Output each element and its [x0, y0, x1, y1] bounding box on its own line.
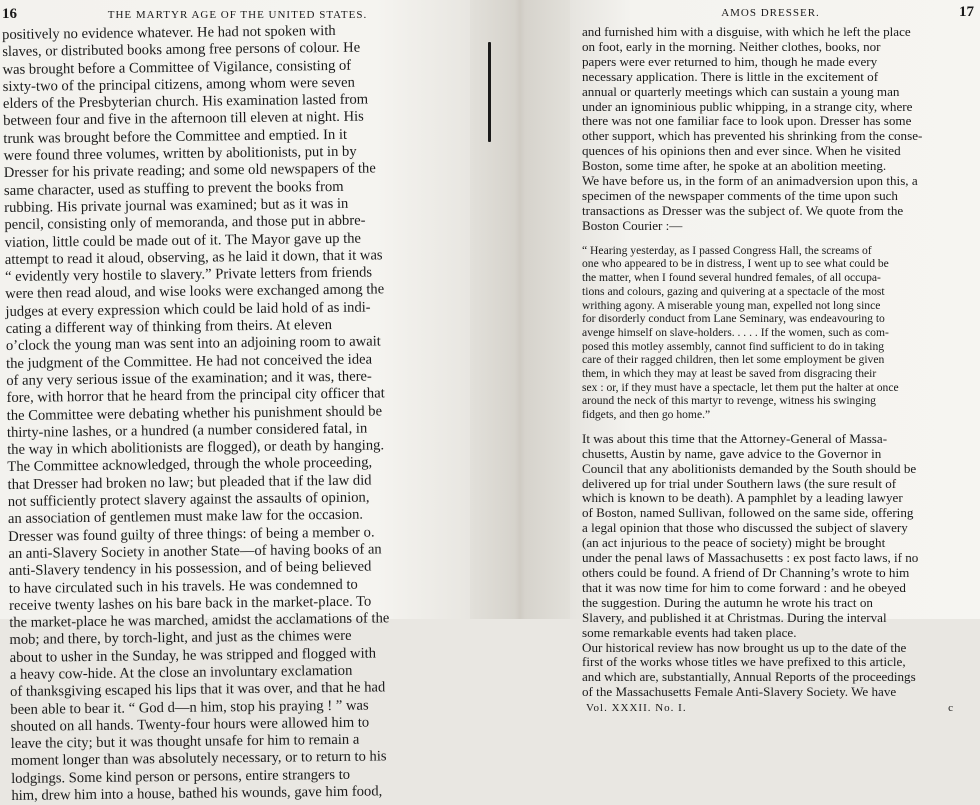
text-line: attempt to read it aloud, observing, as he laid it down, that it was	[4, 247, 383, 268]
text-line: Dresser was found guilty of three things: of being a member o.	[8, 524, 375, 545]
text-line: leave the city; but it was thought unsafe for him to remain a	[10, 731, 360, 753]
text-line: the matter, when I found several hundred females, of all occupa-	[582, 271, 881, 285]
text-line: same character, used as stuffing to prevent the books from	[3, 178, 344, 199]
text-line: others could be found. A friend of Dr Channing’s wrote to him	[582, 564, 910, 580]
text-line: elders of the Presbyterian church. His examination lasted from	[2, 91, 369, 113]
text-line: them, in which they may at least be saved from disgracing their	[582, 367, 877, 381]
text-line: writhing agony. A miserable young man, expelled not long since	[582, 298, 881, 312]
text-line: around the neck of this martyr to revenge, witness his swinging	[582, 394, 876, 408]
text-line: of Boston, named Sullivan, followed on the same side, offering	[582, 505, 914, 521]
text-line: to have circulated such in his travels. He was condemned to	[8, 576, 358, 597]
text-line: on foot, early in the morning. Neither clothes, books, nor	[582, 38, 881, 54]
text-line: transactions as Dresser was the subject of. We quote from the	[582, 202, 904, 218]
text-line: that Dresser had broken no law; but pleaded that if the law did	[7, 472, 372, 493]
text-line: the way in which abolitionists are flogged), or death by hanging.	[7, 437, 385, 459]
text-line: positively no evidence whatever. He had not spoken with	[2, 22, 336, 43]
text-line: Council that any abolitionists demanded by the South should be	[582, 460, 917, 476]
page-footer	[582, 702, 974, 714]
text-line: was brought before a Committee of Vigilance, consisting of	[2, 57, 352, 78]
text-line: delivered up for trial under Southern laws (the sure result of	[582, 475, 897, 491]
text-line: (an act injurious to the peace of society) might be brought	[582, 535, 886, 551]
text-line: shouted on all hands. Twenty-four hours were allowed him to	[10, 714, 370, 735]
text-line: a heavy cow-hide. At the close an involuntary exclamation	[9, 662, 353, 683]
text-line: him, drew him into a house, bathed his wounds, gave him food,	[11, 783, 383, 805]
left-running-head	[2, 6, 458, 23]
text-line: o’clock the young man was sent into an adjoining room to await	[5, 333, 381, 355]
text-line: first of the works whose titles we have prefixed to this article,	[582, 654, 906, 670]
text-line: rubbing. His private journal was examined; but as it was in	[4, 195, 349, 216]
text-line: moment longer than was absolutely necessary, or to return to his	[10, 748, 387, 770]
text-line: fore, with horror that he heard from the principal city officer that	[6, 385, 385, 407]
text-line: thirty-nine lashes, or a hundred (a number considered fatal, in	[6, 420, 368, 441]
text-line: slaves, or distributed books among free persons of colour. He	[2, 39, 361, 61]
text-line: anti-Slavery tendency in his possession, and of being believed	[8, 558, 372, 580]
text-line: “ Hearing yesterday, as I passed Congress Hall, the screams of	[582, 243, 872, 257]
text-line: viation, little could be made out of it. The Mayor gave up the	[4, 230, 362, 251]
text-line: lodgings. Some kind person or persons, entire strangers to	[11, 766, 351, 787]
text-line: trunk was brought before the Committee and emptied. In it	[3, 126, 348, 147]
text-line: that it was now time for him to come forward : and he obeyed	[582, 579, 906, 595]
gutter-ink-mark	[488, 42, 491, 142]
text-line: annual or quarterly meetings which can sustain a young man	[582, 83, 900, 99]
gathering-signature: c	[948, 702, 954, 715]
text-line: between four and five in the afternoon till eleven at night. His	[3, 109, 364, 130]
text-line: for disorderly conduct from Lane Seminary, was endeavouring to	[582, 312, 885, 326]
text-line: the Committee were debating whether his punishment should be	[6, 402, 383, 424]
text-line: necessary application. There is little in the excitement of	[582, 68, 879, 84]
text-line: specimen of the newspaper comments of the time upon such	[582, 187, 898, 203]
book-gutter	[470, 0, 570, 619]
text-line: not sufficiently protect slavery against the assaults of opinion,	[7, 489, 370, 510]
right-running-head	[582, 4, 974, 21]
text-line: one who appeared to be in distress, I went up to see what could be	[582, 257, 889, 271]
text-line: there was not one familiar face to look upon. Dresser has some	[582, 113, 912, 129]
right-paragraph-1	[582, 25, 974, 234]
text-line: of the Massachusetts Female Anti-Slavery Society. We have	[582, 684, 897, 700]
text-line: which is known to be death). A pamphlet by a leading lawyer	[582, 490, 903, 506]
text-line: the judgment of the Committee. He had not conceived the idea	[6, 351, 373, 372]
text-line: pencil, consisting only of memoranda, and those put in abbre-	[4, 212, 366, 234]
text-line: and which are, substantially, Annual Reports of the proceedings	[582, 669, 916, 685]
left-page-number: 16	[2, 6, 17, 22]
text-line: and furnished him with a disguise, with which he left the place	[582, 24, 911, 39]
text-line: were found three volumes, written by abolitionists, put in by	[3, 143, 357, 165]
text-line: care of their ragged children, then let some employment be given	[582, 353, 885, 367]
text-line: Slavery, and published it at Christmas. During the interval	[582, 609, 887, 625]
text-line: Boston Courier :—	[582, 217, 683, 233]
text-line: sex : or, if they must have a spectacle, let them put the halter at once	[582, 380, 899, 394]
text-line: an association of gentlemen must make law for the occasion.	[7, 506, 364, 528]
text-line: It was about this time that the Attorney-General of Massa-	[582, 430, 888, 446]
text-line: tions and colours, gazing and quivering at a spectacle of the most	[582, 284, 885, 298]
text-line: judges at every expression which could be laid hold of as indi-	[5, 299, 371, 320]
volume-signature: Vol. XXXII. No. I.	[586, 702, 687, 715]
text-line: some remarkable events had taken place.	[582, 624, 797, 640]
left-running-title: THE MARTYR AGE OF THE UNITED STATES.	[107, 9, 368, 21]
text-line: the market-place he was marched, amidst the acclamations of the	[9, 610, 390, 632]
text-line: quences of his opinions then and ever since. When he visited	[582, 143, 901, 159]
text-line: Our historical review has now brought us up to the date of the	[582, 639, 907, 655]
text-line: of thanksgiving escaped his lips that it was over, and that he had	[10, 679, 386, 701]
text-line: fidgets, and then go home.”	[582, 408, 711, 422]
text-line: chusetts, Austin by name, gave advice to the Governor in	[582, 445, 882, 461]
text-line: receive twenty lashes on his bare back in the market-place. To	[8, 593, 372, 614]
text-line: The Committee acknowledged, through the whole proceeding,	[7, 454, 373, 476]
text-line: under the penal laws of Massachusetts : ex post facto laws, if no	[582, 550, 919, 566]
text-line: been able to bear it. “ God d—n him, stop his praying ! ” was	[10, 697, 369, 718]
text-line: “ evidently very hostile to slavery.” Private letters from friends	[4, 264, 373, 286]
text-line: other support, which has prevented his shrinking from the conse-	[582, 128, 923, 144]
text-line: under an ignominious public whipping, in a strange city, where	[582, 98, 913, 114]
text-line: Boston, some time after, he spoke at an abolition meeting.	[582, 158, 887, 174]
text-line: mob; and there, by torch-light, and just as the chimes were	[9, 628, 352, 649]
text-line: the suggestion. During the autumn he wrote his tract on	[582, 594, 873, 610]
right-paragraph-2	[582, 432, 974, 700]
left-body-text	[2, 21, 467, 805]
text-line: of any very serious issue of the examination; and it was, there-	[6, 368, 372, 389]
text-line: sixty-two of the principal citizens, among whom were seven	[2, 74, 355, 95]
right-page	[570, 0, 980, 715]
text-line: We have before us, in the form of an animadversion upon this, a	[582, 173, 918, 189]
text-line: were then read aloud, and wise looks were exchanged among the	[5, 281, 385, 303]
text-line: posed this motley assembly, cannot find sufficient to do in taking	[582, 339, 885, 353]
right-running-title: AMOS DRESSER.	[721, 7, 820, 19]
text-line: avenge himself on slave-holders. . . . . If the women, such as com-	[582, 325, 889, 339]
text-line: cating a different way of thinking from theirs. At eleven	[5, 317, 333, 338]
newspaper-quote	[582, 244, 974, 422]
text-line: papers were ever returned to him, though he made every	[582, 53, 878, 69]
left-page	[0, 0, 470, 805]
text-line: Dresser for his private reading; and some old newspapers of the	[3, 160, 376, 182]
text-line: about to usher in the Sunday, he was stripped and flogged with	[9, 645, 377, 666]
text-line: an anti-Slavery Society in another State—of having books of an	[8, 541, 382, 562]
text-line: a legal opinion that those who discussed the subject of slavery	[582, 520, 908, 536]
right-page-number: 17	[958, 4, 974, 20]
